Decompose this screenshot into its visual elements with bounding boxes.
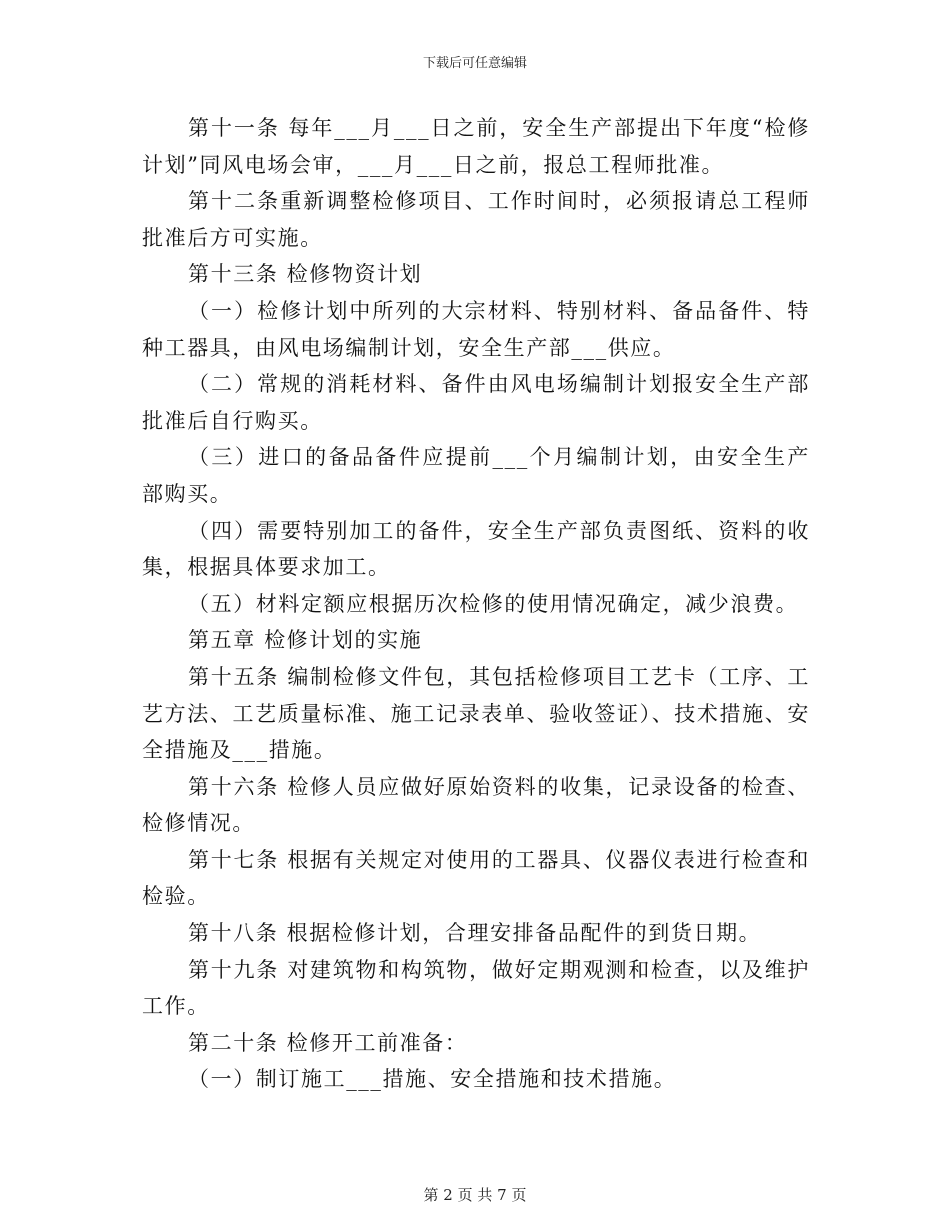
article-15: 第十五条 编制检修文件包，其包括检修项目工艺卡（工序、工艺方法、工艺质量标准、施工记录表单、验收签证）、技术措施、安全措施及___措施。 <box>142 664 810 763</box>
article-20-heading: 第二十条 检修开工前准备： <box>188 1030 468 1055</box>
article-13-item-3: （三）进口的备品备件应提前___个月编制计划，由安全生产部购买。 <box>142 445 810 506</box>
article-13-item-5: （五）材料定额应根据历次检修的使用情况确定，减少浪费。 <box>188 591 799 616</box>
article-19: 第十九条 对建筑物和构筑物，做好定期观测和检查，以及维护工作。 <box>142 957 810 1019</box>
article-16: 第十六条 检修人员应做好原始资料的收集，记录设备的检查、检修情况。 <box>142 774 810 836</box>
article-18: 第十八条 根据检修计划，合理安排备品配件的到货日期。 <box>188 921 762 946</box>
page-header-note: 下载后可任意编辑 <box>422 56 527 71</box>
chapter-5-heading: 第五章 检修计划的实施 <box>188 628 423 653</box>
article-13-item-2: （二）常规的消耗材料、备件由风电场编制计划报安全生产部批准后自行购买。 <box>142 372 810 433</box>
document-body <box>142 110 810 1098</box>
article-11: 第十一条 每年___月___日之前，安全生产部提出下年度“检修计划”同风电场会审，___月___日之前，报总工程师批准。 <box>142 116 810 177</box>
article-13-item-4: （四）需要特别加工的备件，安全生产部负责图纸、资料的收集，根据具体要求加工。 <box>142 518 810 580</box>
article-20-item-1: （一）制订施工___措施、安全措施和技术措施。 <box>188 1067 677 1092</box>
page-number: 第 2 页 共 7 页 <box>423 1186 527 1204</box>
article-12: 第十二条重新调整检修项目、工作时间时，必须报请总工程师批准后方可实施。 <box>142 189 810 250</box>
article-17: 第十七条 根据有关规定对使用的工器具、仪器仪表进行检查和检验。 <box>142 847 810 909</box>
article-13-heading: 第十三条 检修物资计划 <box>188 262 423 287</box>
article-13-item-1: （一）检修计划中所列的大宗材料、特别材料、备品备件、特种工器具，由风电场编制计划，安全生产部___供应。 <box>142 298 810 360</box>
